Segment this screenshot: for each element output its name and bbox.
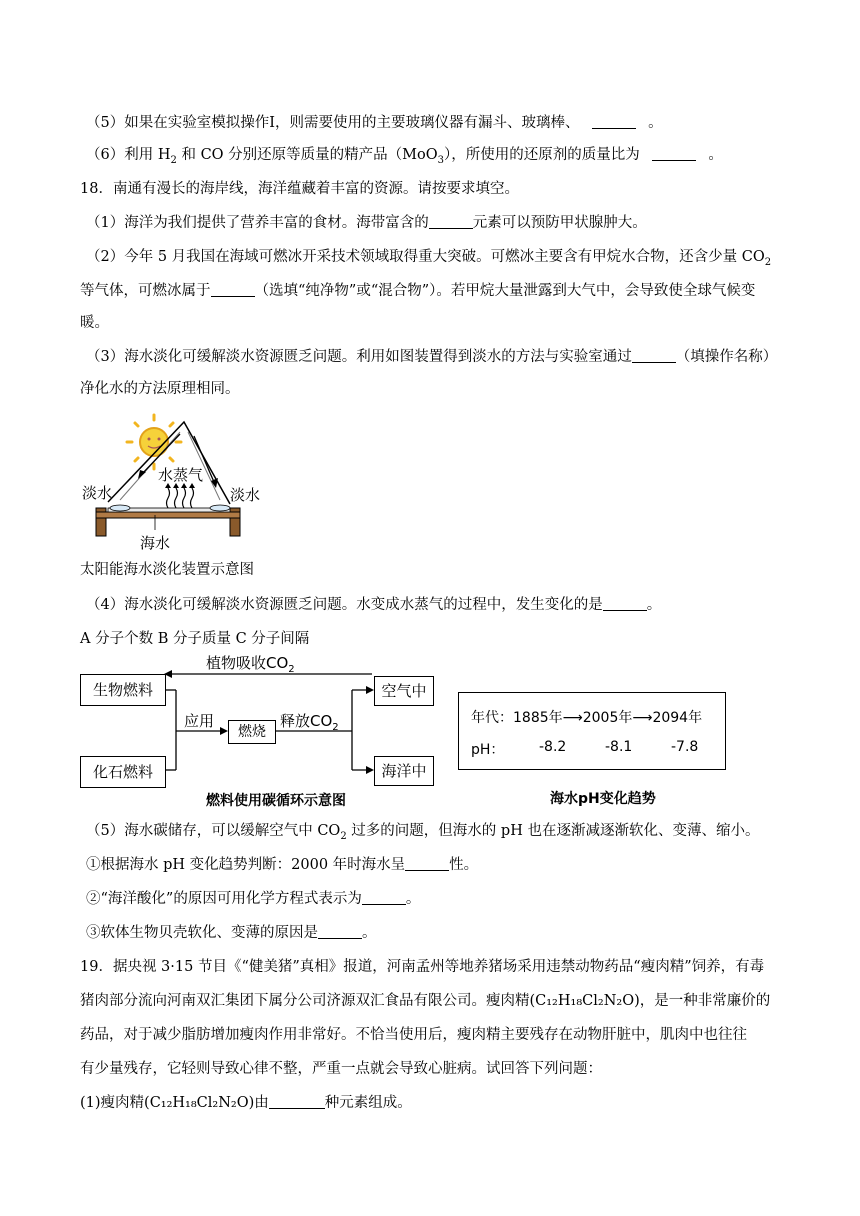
q18-sub2-text-b: 。	[405, 891, 421, 907]
q18-part1	[86, 212, 791, 234]
q17-part6-text-e: ），所使用的还原剂的质量比为	[444, 147, 640, 163]
q17-part5-tail: 。	[648, 115, 663, 131]
vapor-label: 水蒸气	[158, 466, 204, 484]
subscript: 2	[170, 154, 177, 166]
q18-part2-text-c: （选填“纯净物”或“混合物”）。若甲烷大量泄露到大气中，会导致使全球气候变	[254, 283, 756, 299]
q19-line4: 有少量残存，它轻则导致心律不整，严重一点就会导致心脏病。试回答下列问题：	[80, 1061, 602, 1077]
apply-label: 应用	[184, 712, 215, 730]
subscript: 2	[332, 722, 339, 733]
figure-caption: 海水pH变化趋势	[550, 791, 656, 807]
q18-part4	[86, 594, 791, 616]
answer-blank[interactable]	[429, 213, 473, 229]
q18-part3-text-b: （填操作名称）	[675, 349, 778, 365]
fresh-water-left-label: 淡水	[82, 484, 113, 502]
subscript: 2	[764, 256, 772, 268]
fossil-fuel-box: 化石燃料	[80, 756, 166, 788]
q18-part5-text-a: （5）海水碳储存，可以缓解空气中 CO	[86, 823, 341, 839]
subscript: 2	[340, 830, 347, 842]
q19-part1-text-b: 种元素组成。	[324, 1095, 412, 1111]
air-box: 空气中	[374, 676, 434, 706]
sea-water-label: 海水	[140, 534, 171, 552]
q19-line2: 猪肉部分流向河南双汇集团下属分公司济源双汇食品有限公司。瘦肉精(C₁₂H₁₈Cl₂N₂O)，是一种非常廉价的	[80, 993, 771, 1009]
q18-part2-line2	[80, 280, 785, 302]
absorb-text: 植物吸收CO	[206, 654, 289, 672]
q18-part3-line2: 净化水的方法原理相同。	[80, 381, 240, 397]
ph-value-3: -7.8	[671, 739, 699, 755]
q18-part4-text-b: 。	[646, 597, 662, 613]
year-2: 2005年	[582, 710, 633, 726]
q18-sub1-text-a: ①根据海水 pH 变化趋势判断：2000 年时海水呈	[86, 857, 406, 873]
q18-sub1	[86, 854, 791, 876]
answer-blank[interactable]	[318, 923, 362, 939]
q18-sub3-text-a: ③软体生物贝壳软化、变薄的原因是	[86, 925, 318, 941]
answer-blank[interactable]	[592, 113, 636, 129]
figure-caption: 太阳能海水淡化装置示意图	[80, 562, 254, 578]
arrow-right-icon: ⟶	[632, 710, 653, 726]
subscript: 3	[437, 154, 445, 166]
q18-part2-line3: 暖。	[80, 315, 109, 331]
q18-part4-text-a: （4）海水淡化可缓解淡水资源匮乏问题。水变成水蒸气的过程中，发生变化的是	[86, 597, 603, 613]
answer-blank[interactable]	[211, 281, 255, 297]
q18-sub3	[86, 922, 791, 944]
ph-label: pH：	[471, 742, 505, 758]
subscript: 2	[288, 664, 295, 675]
q18-sub3-text-b: 。	[362, 925, 377, 941]
q17-part6	[86, 144, 791, 166]
year-3: 2094年	[652, 710, 703, 726]
q18-part2-text-b: 等气体，可燃冰属于	[80, 283, 211, 299]
q18-part2-text-a: （2）今年 5 月我国在海域可燃冰开采技术领域取得重大突破。可燃冰主要含有甲烷水合物，还含少量 CO	[86, 249, 765, 265]
q18-sub2-text-a: ②“海洋酸化”的原因可用化学方程式表示为	[86, 891, 362, 907]
q17-part5	[86, 112, 791, 134]
q18-part3-text-a: （3）海水淡化可缓解淡水资源匮乏问题。利用如图装置得到淡水的方法与实验室通过	[86, 349, 632, 365]
fresh-water-right-label: 淡水	[230, 486, 261, 504]
answer-blank[interactable]	[269, 1093, 325, 1109]
q18-part1-text-b: 元素可以预防甲状腺肿大。	[472, 215, 647, 231]
q19-line1: 19．据央视 3·15 节目《“健美猪”真相》报道，河南孟州等地养猪场采用违禁动物药品“瘦肉精”饲养，有毒	[80, 959, 765, 975]
q17-part6-text-c: 和 CO 分别还原等质量的精产品（MoO	[176, 147, 438, 163]
q17-part6-tail: 。	[708, 147, 723, 163]
q18-sub2	[86, 888, 791, 910]
ph-trend-figure	[458, 692, 728, 807]
q18-part5-text-b: 过多的问题，但海水的 pH 也在逐渐减逐渐软化、变薄、缩小。	[346, 823, 760, 839]
vapor-arrows	[167, 488, 194, 508]
absorb-label	[206, 652, 295, 673]
desalination-diagram	[80, 412, 300, 582]
release-label	[280, 710, 339, 731]
answer-blank[interactable]	[652, 145, 696, 161]
q19-part1-text-a: (1)瘦肉精(C₁₂H₁₈Cl₂N₂O)由	[80, 1095, 269, 1111]
years-label: 年代：	[471, 710, 513, 726]
q18-options: A 分子个数 B 分子质量 C 分子间隔	[80, 631, 310, 647]
q18-part5	[86, 820, 791, 842]
q18-title: 18．南通有漫长的海岸线，海洋蕴藏着丰富的资源。请按要求填空。	[80, 181, 519, 197]
release-text: 释放CO	[280, 712, 333, 730]
q17-part5-text: （5）如果在实验室模拟操作I，则需要使用的主要玻璃仪器有漏斗、玻璃棒、	[86, 115, 580, 131]
q19-part1	[80, 1092, 785, 1114]
q18-part2-line1	[86, 246, 791, 268]
ph-value-2: -8.1	[605, 739, 633, 755]
q18-sub1-text-b: 性。	[449, 857, 479, 873]
arrow-right-icon: ⟶	[562, 710, 583, 726]
years-row	[471, 707, 702, 727]
figure-caption: 燃料使用碳循环示意图	[206, 793, 346, 809]
q19-line3: 药品，对于减少脂肪增加瘦肉作用非常好。不恰当使用后，瘦肉精主要残存在动物肝脏中，肌肉中也往往	[80, 1027, 747, 1043]
answer-blank[interactable]	[632, 347, 676, 363]
q18-part1-text-a: （1）海洋为我们提供了营养丰富的食材。海带富含的	[86, 215, 429, 231]
ocean-box: 海洋中	[374, 756, 434, 786]
answer-blank[interactable]	[362, 889, 406, 905]
answer-blank[interactable]	[405, 855, 449, 871]
year-1: 1885年	[513, 710, 563, 726]
answer-blank[interactable]	[603, 595, 647, 611]
q18-part3-line1	[86, 346, 791, 368]
solar-desalination-figure	[80, 412, 300, 582]
carbon-cycle-figure	[80, 654, 440, 810]
ph-value-1: -8.2	[539, 739, 567, 755]
ph-trend-box	[458, 692, 726, 770]
burn-box: 燃烧	[228, 720, 276, 744]
q17-part6-text-a: （6）利用 H	[86, 147, 171, 163]
bio-fuel-box: 生物燃料	[80, 674, 166, 706]
